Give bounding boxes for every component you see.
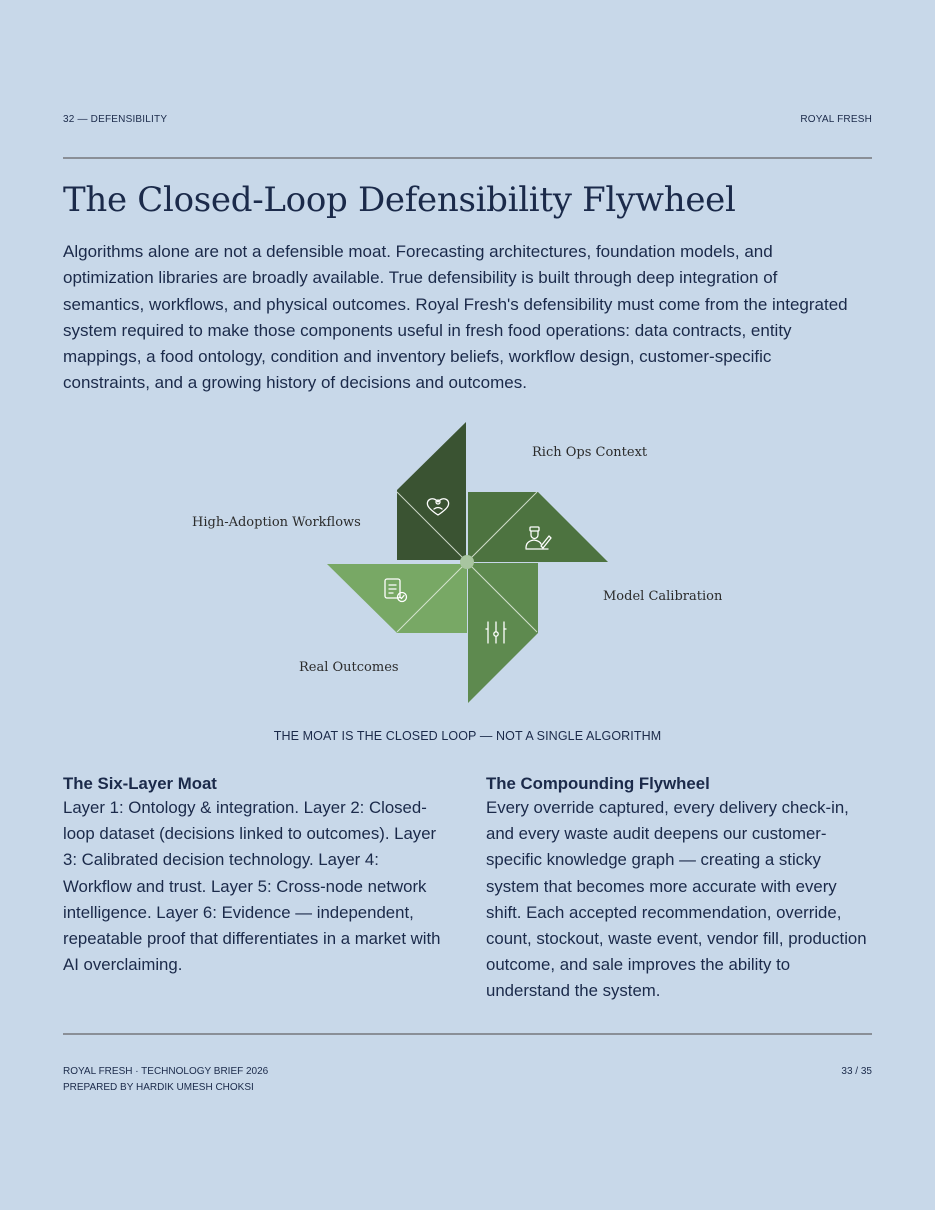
page-title: The Closed-Loop Defensibility Flywheel [63,180,736,220]
footer-divider [63,1033,872,1035]
six-layer-moat-column [63,773,447,978]
flywheel-hub [460,555,474,569]
six-layer-moat-body: Layer 1: Ontology & integration. Layer 2: Closed-loop dataset (decisions linked to outcomes). Layer 3: Calibrated decision technology. Layer 4: Workflow and trust. Layer 5: Cross-node network intelligence. Layer 6: Evidence — independent, repeatable proof that differentiates in a market with AI overclaiming. [63,798,441,975]
flywheel-diagram [63,415,872,715]
compounding-flywheel-heading: The Compounding Flywheel [486,774,710,793]
six-layer-moat-heading: The Six-Layer Moat [63,774,217,793]
lead-paragraph: Algorithms alone are not a defensible moat. Forecasting architectures, foundation models, and optimization libraries are broadly available. True defensibility is built through deep integration of semantics, workflows, and physical outcomes. Royal Fresh's defensibility must come from the integrated system required to make those components useful in fresh food operations: data contracts, entity mappings, a food ontology, condition and inventory beliefs, workflow design, customer-specific constraints, and a growing history of decisions and outcomes. [63,242,848,393]
page-number: 33 / 35 [841,1066,872,1077]
label-high-adoption-workflows: High-Adoption Workflows [192,515,361,530]
diagram-caption: THE MOAT IS THE CLOSED LOOP — NOT A SINGLE ALGORITHM [273,729,662,743]
flywheel-graphic [63,415,872,715]
footer-brand-line: ROYAL FRESH · TECHNOLOGY BRIEF 2026 [63,1066,269,1077]
label-real-outcomes: Real Outcomes [299,660,399,675]
compounding-flywheel-column [486,773,872,1005]
blade-top [397,422,466,560]
compounding-flywheel-body: Every override captured, every delivery check-in, and every waste audit deepens our customer-specific knowledge graph — creating a sticky system that becomes more accurate with every shift. Each accepted recommendation, override, count, stockout, waste event, vendor fill, production outcome, and sale improves the ability to understand the system. [486,798,867,1001]
footer-author-line: PREPARED BY HARDIK UMESH CHOKSI [63,1082,254,1093]
header-divider [63,157,872,159]
section-label: 32 — DEFENSIBILITY [63,114,168,125]
page [63,0,872,1210]
blade-bottom [468,563,538,703]
page-footer [63,1064,872,1096]
brand-label: ROYAL FRESH [800,114,872,125]
label-model-calibration: Model Calibration [603,589,723,604]
label-rich-ops-context: Rich Ops Context [532,445,648,460]
